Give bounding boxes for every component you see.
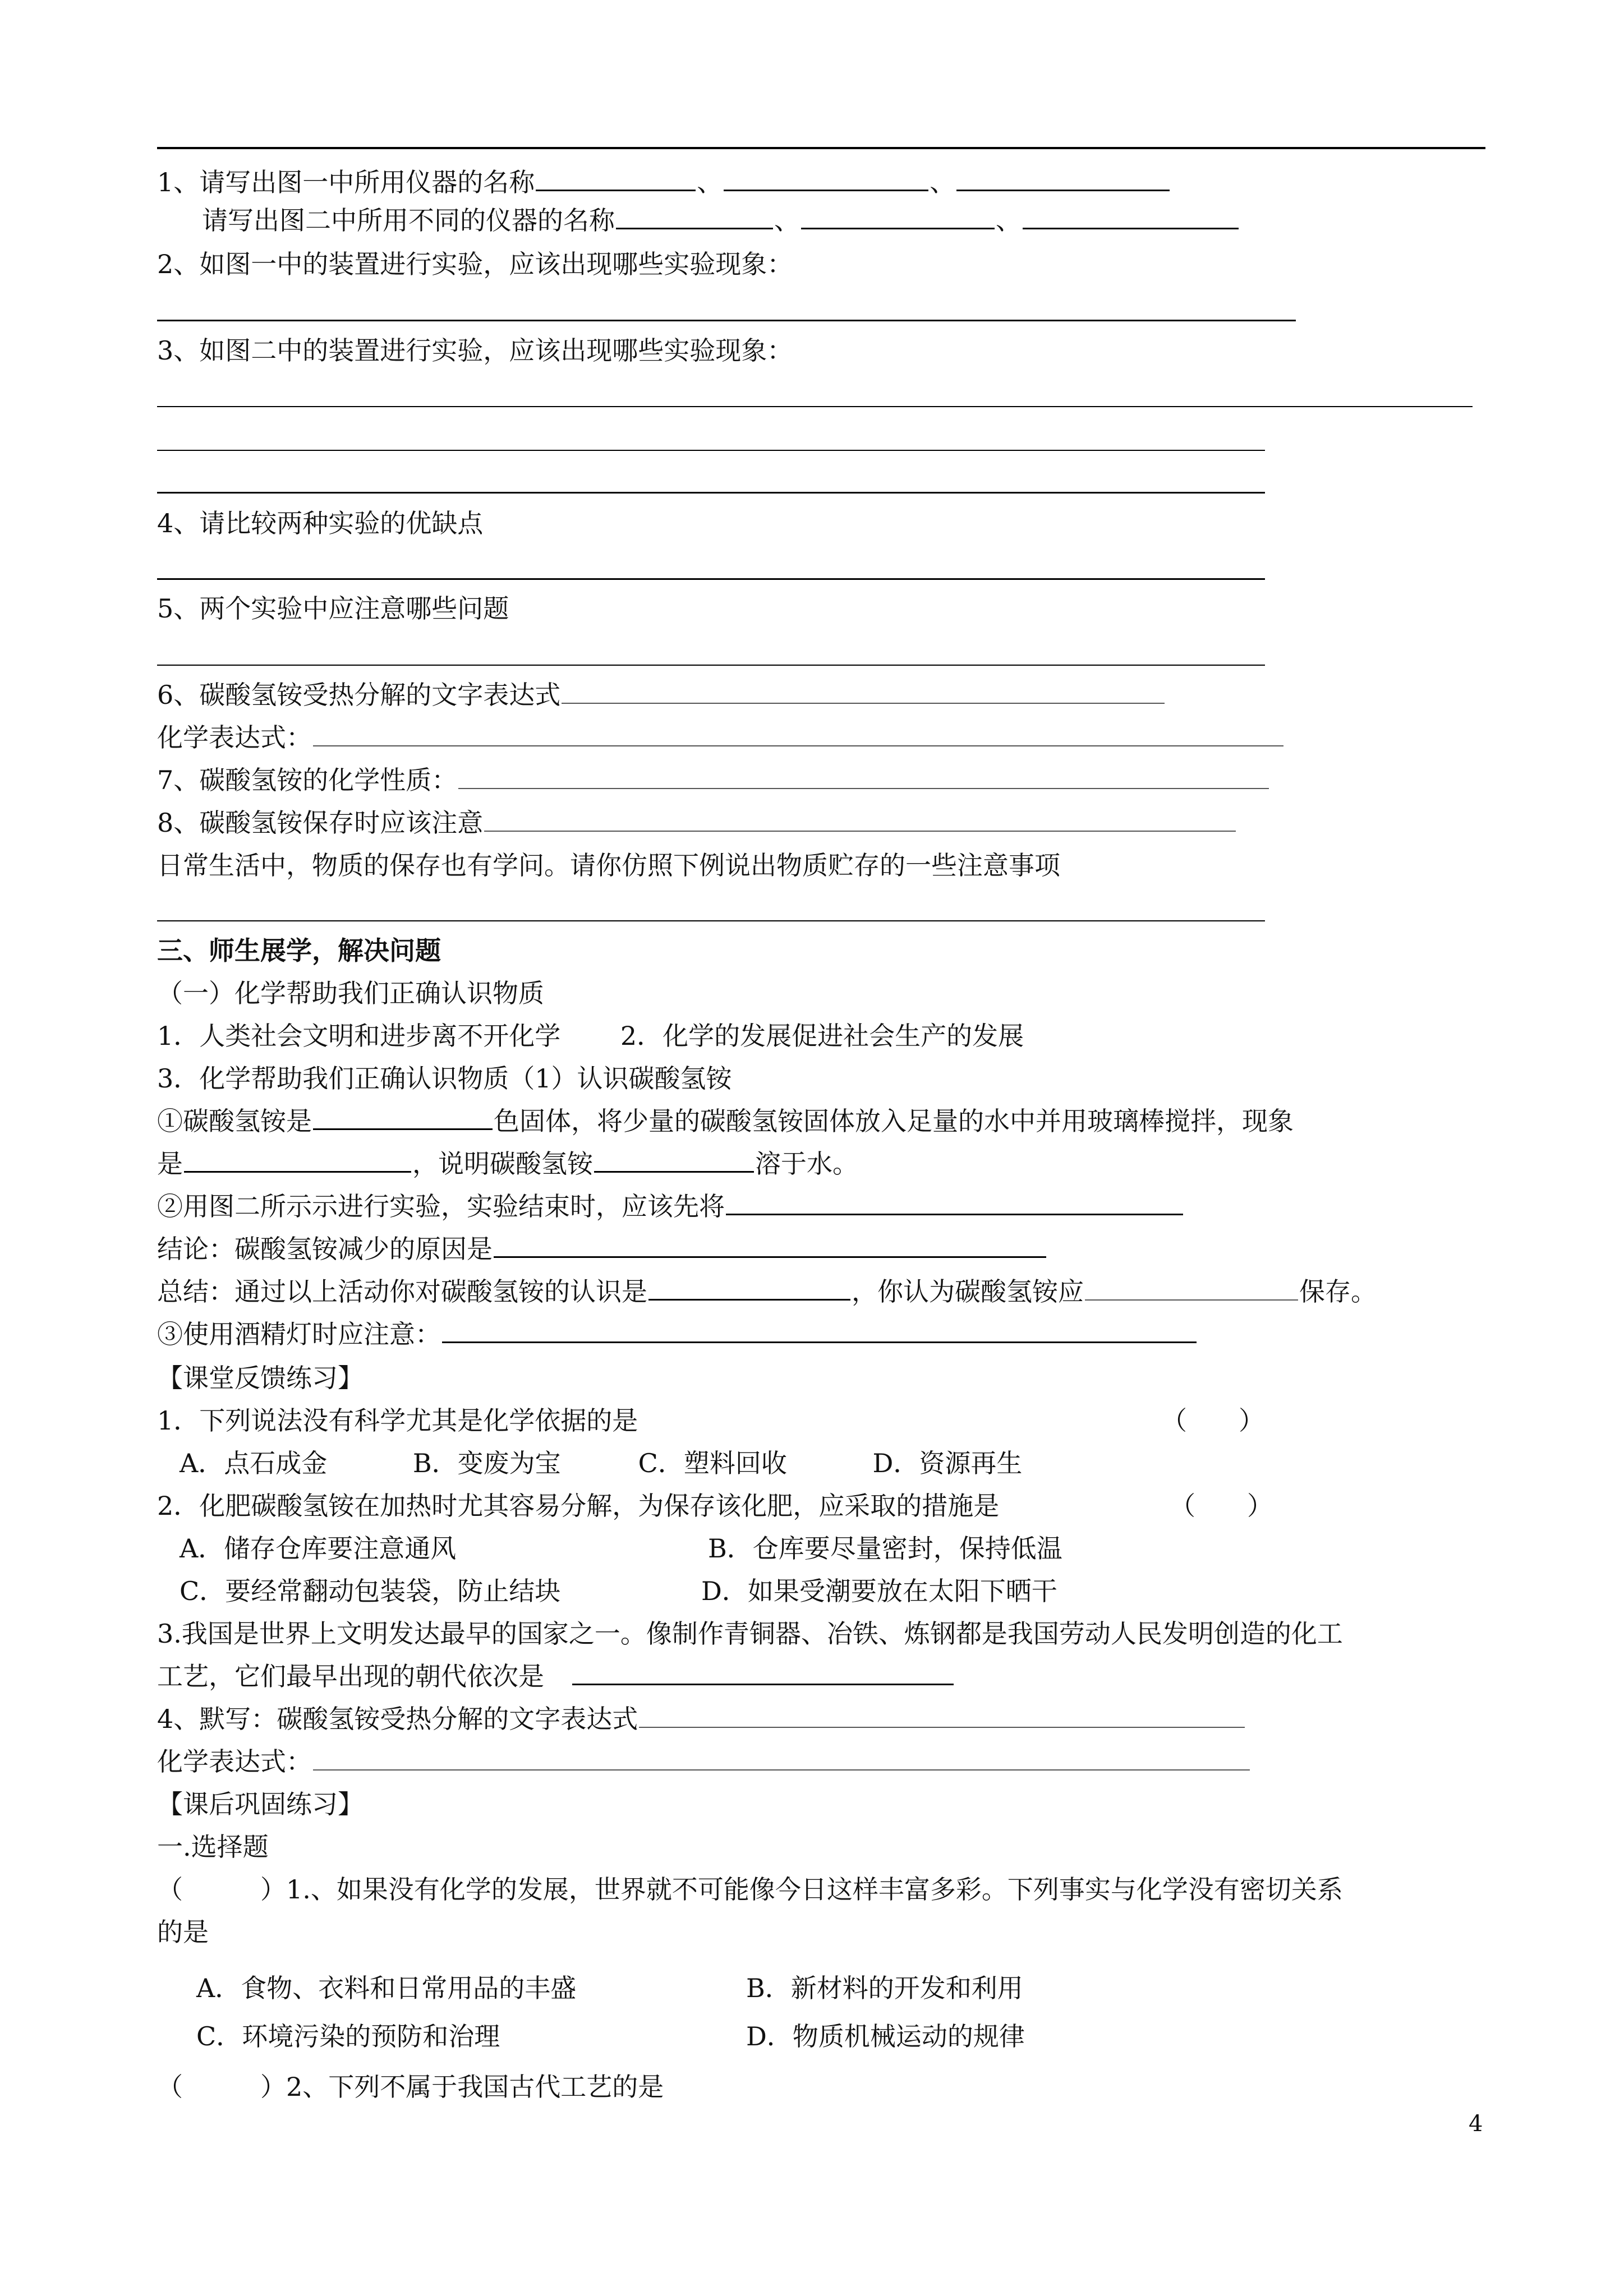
- conclusion: 结论：碳酸氢铵减少的原因是: [157, 1229, 1047, 1269]
- question-7: 7、碳酸氢铵的化学性质：: [157, 760, 1270, 800]
- answer-blank[interactable]: [724, 166, 928, 191]
- answer-blank[interactable]: [1085, 1276, 1298, 1301]
- feedback-heading: 【课堂反馈练习】: [157, 1363, 364, 1393]
- mc-question-1b: 的是: [157, 1917, 209, 1947]
- answer-parenthesis[interactable]: （ ）: [1161, 1405, 1264, 1436]
- option-d: D．物质机械运动的规律: [746, 2021, 1025, 2051]
- answer-blank[interactable]: [484, 807, 1236, 832]
- question-8: 8、碳酸氢铵保存时应该注意: [157, 803, 1237, 842]
- question-1a: 1、请写出图一中所用仪器的名称 、 、: [157, 163, 1171, 202]
- summary: 总结：通过以上活动你对碳酸氢铵的认识是 ，你认为碳酸氢铵应 保存。: [157, 1276, 1377, 1307]
- answer-line[interactable]: [157, 320, 1296, 321]
- item-2: ②用图二所示示进行实验，实验结束时，应该先将: [157, 1187, 1184, 1226]
- answer-blank[interactable]: [458, 764, 1269, 789]
- answer-parenthesis[interactable]: （ ）: [1170, 1491, 1273, 1521]
- option-a: A．食物、衣料和日常用品的丰盛: [196, 1973, 577, 2003]
- item-1-line-a: ①碳酸氢铵是 色固体，将少量的碳酸氢铵固体放入足量的水中并用玻璃棒搅拌，现象: [157, 1106, 1294, 1136]
- option-c: C．环境污染的预防和治理: [196, 2021, 500, 2051]
- question-3: 3、如图二中的装置进行实验，应该出现哪些实验现象：: [157, 335, 793, 366]
- answer-blank[interactable]: [648, 1275, 850, 1301]
- answer-blank[interactable]: [726, 1190, 1183, 1215]
- answer-line[interactable]: [157, 920, 1265, 921]
- multiple-choice-heading: 一.选择题: [157, 1832, 269, 1862]
- answer-line[interactable]: [157, 406, 1473, 407]
- feedback-question-2: 2．化肥碳酸氢铵在加热时尤其容易分解，为保存该化肥，应采取的措施是: [157, 1491, 1000, 1521]
- after-class-heading: 【课后巩固练习】: [157, 1789, 364, 1819]
- answer-blank[interactable]: [639, 1703, 1245, 1728]
- answer-blank[interactable]: [313, 722, 1283, 746]
- answer-blank[interactable]: [313, 1105, 493, 1130]
- question-6: 6、碳酸氢铵受热分解的文字表达式: [157, 675, 1166, 714]
- answer-blank[interactable]: [572, 1660, 954, 1685]
- option-b: B．仓库要尽量密封，保持低温: [708, 1533, 1062, 1564]
- answer-line[interactable]: [157, 665, 1265, 666]
- answer-blank[interactable]: [1023, 204, 1239, 229]
- feedback-question-1-options: A．点石成金 B．变废为宝 C．塑料回收 D．资源再生: [180, 1448, 1023, 1478]
- answer-blank[interactable]: [536, 166, 696, 191]
- chemical-formula-line: 化学表达式：: [157, 718, 1285, 757]
- question-4: 4、请比较两种实验的优缺点: [157, 508, 484, 538]
- option-a: A．储存仓库要注意通风: [180, 1533, 457, 1564]
- answer-line[interactable]: [157, 578, 1265, 580]
- point-3: 3．化学帮助我们正确认识物质（1）认识碳酸氢铵: [157, 1063, 732, 1094]
- option-b: B．新材料的开发和利用: [746, 1973, 1023, 2003]
- section-heading: 三、师生展学，解决问题: [157, 935, 441, 966]
- page-number: 4: [1469, 2111, 1483, 2137]
- mc-question-2: （ ）2、下列不属于我国古代工艺的是: [157, 2072, 664, 2102]
- option-d: D．如果受潮要放在太阳下晒干: [701, 1576, 1057, 1606]
- answer-line[interactable]: [157, 492, 1265, 494]
- question-1b: 请写出图二中所用不同的仪器的名称 、 、: [202, 201, 1240, 240]
- chemical-formula-line: 化学表达式：: [157, 1742, 1251, 1781]
- subsection-heading: （一）化学帮助我们正确认识物质: [157, 978, 544, 1008]
- daily-life-prompt: 日常生活中，物质的保存也有学问。请你仿照下例说出物质贮存的一些注意事项: [157, 850, 1060, 880]
- mc-question-1a: （ ）1.、如果没有化学的发展，世界就不可能像今日这样丰富多彩。下列事实与化学没有密切关系: [157, 1874, 1343, 1905]
- answer-blank[interactable]: [494, 1233, 1046, 1258]
- feedback-question-1: 1．下列说法没有科学尤其是化学依据的是: [157, 1405, 638, 1436]
- answer-blank[interactable]: [313, 1746, 1250, 1771]
- feedback-question-3a: 3.我国是世界上文明发达最早的国家之一。像制作青铜器、冶铁、炼钢都是我国劳动人民发明创造的化工: [157, 1619, 1343, 1649]
- option-c: C．要经常翻动包装袋，防止结块: [180, 1576, 561, 1606]
- item-3: ③使用酒精灯时应注意：: [157, 1315, 1198, 1354]
- question-2: 2、如图一中的装置进行实验，应该出现哪些实验现象：: [157, 249, 793, 279]
- point-1-2: 1．人类社会文明和进步离不开化学 2．化学的发展促进社会生产的发展: [157, 1021, 1024, 1051]
- question-5: 5、两个实验中应注意哪些问题: [157, 593, 509, 624]
- feedback-question-3b: 工艺，它们最早出现的朝代依次是: [157, 1657, 955, 1696]
- header-rule: [157, 147, 1485, 149]
- answer-blank[interactable]: [442, 1318, 1197, 1343]
- answer-blank[interactable]: [562, 679, 1165, 704]
- answer-blank[interactable]: [184, 1147, 411, 1173]
- answer-blank[interactable]: [616, 204, 773, 229]
- answer-blank[interactable]: [594, 1147, 754, 1173]
- answer-line[interactable]: [157, 450, 1265, 451]
- feedback-question-4: 4、默写：碳酸氢铵受热分解的文字表达式: [157, 1699, 1246, 1739]
- answer-blank[interactable]: [801, 204, 995, 229]
- item-1-line-b: 是 ，说明碳酸氢铵 溶于水。: [157, 1149, 858, 1179]
- answer-blank[interactable]: [956, 166, 1170, 191]
